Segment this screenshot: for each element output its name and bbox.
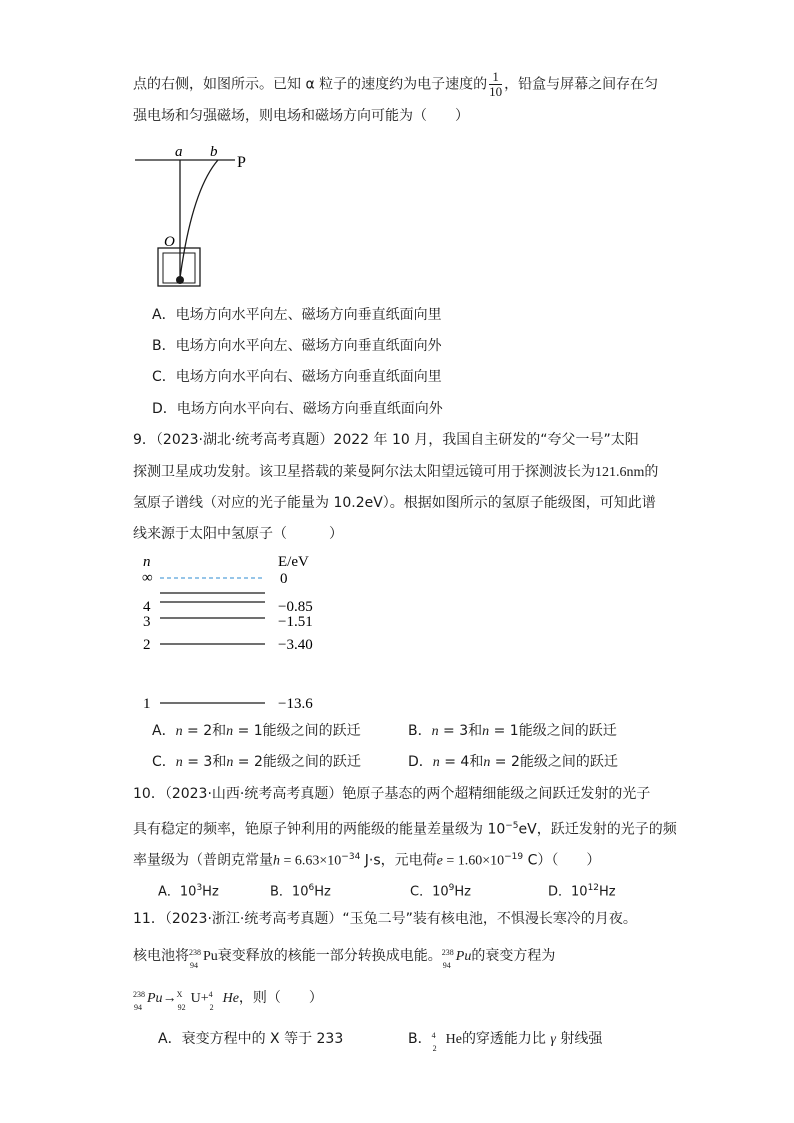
- level-n-2: 2: [143, 637, 151, 653]
- hydrogen-energy-level-diagram: [140, 550, 340, 715]
- q9-option-c: C．n = 3和n = 2能级之间的跃迁: [152, 754, 361, 770]
- label-a: a: [175, 144, 183, 160]
- q9-option-b: B．n = 3和n = 1能级之间的跃迁: [408, 723, 617, 739]
- eq-u-nuclide: X 92: [176, 990, 186, 1012]
- n-header: n: [143, 554, 151, 570]
- e-header: E/eV: [278, 554, 309, 570]
- label-O: O: [164, 234, 175, 250]
- q11-stem-line2: 核电池将 238 94 Pu衰变释放的核能一部分转换成电能。 238 94 Pu的衰变方程为: [133, 948, 556, 970]
- curved-track: [180, 160, 218, 278]
- q8-option-a: A．电场方向水平向左、磁场方向垂直纸面向里: [152, 307, 442, 323]
- q10-option-b: B．$10^6Hz$: [270, 883, 331, 900]
- level-e-2: −3.40: [278, 637, 313, 653]
- q9-stem-line3: 氢原子谱线（对应的光子能量为 10.2eV）。根据如图所示的氢原子能级图，可知此谱: [133, 495, 656, 511]
- q8-option-b: B．电场方向水平向左、磁场方向垂直纸面向外: [152, 338, 442, 354]
- level-e-1: −13.6: [278, 696, 313, 712]
- level-n-inf: ∞: [142, 570, 153, 586]
- label-P: P: [237, 154, 246, 171]
- q8-figure: [130, 140, 260, 290]
- q10-option-c: C．$10^9Hz$: [410, 883, 471, 900]
- q8-option-d: D．电场方向水平向右、磁场方向垂直纸面向外: [152, 401, 443, 417]
- q11-option-a: A．衰变方程中的 X 等于 233: [158, 1031, 344, 1047]
- q10-stem-line2: 具有稳定的频率，铯原子钟利用的两能级的能量差量级为 $10^{-5}eV$，跃迁发射的光子的频: [133, 821, 677, 838]
- q10-option-d: D．$10^{12}Hz$: [548, 883, 616, 900]
- level-e-4: −0.85: [278, 599, 313, 615]
- q10-stem-line1: 10．（2023·山西·统考高考真题）铯原子基态的两个超精细能级之间跃迁发射的光子: [133, 786, 651, 802]
- level-n-1: 1: [143, 696, 151, 712]
- pu-238-nuclide: 238 94: [189, 948, 201, 970]
- q9-option-d: D．n = 4和n = 2能级之间的跃迁: [408, 754, 618, 770]
- q11-stem-line1: 11．（2023·浙江·统考高考真题）“玉兔二号”装有核电池，不惧漫长寒冷的月夜。: [133, 911, 637, 927]
- level-n-4: 4: [143, 599, 151, 615]
- level-e-inf: 0: [280, 571, 288, 587]
- q10-stem-line3: 率量级为（普朗克常量$h = 6.63\times 10^{-34}$ J·s，元电荷$e = 1.60\times 10^{-19}$ C）（ ）: [133, 852, 601, 869]
- radiation-source: [176, 276, 184, 284]
- q9-stem-line2: 探测卫星成功发射。该卫星搭载的莱曼阿尔法太阳望远镜可用于探测波长为121.6nm的: [133, 464, 659, 480]
- q8-option-c: C．电场方向水平向右、磁场方向垂直纸面向里: [152, 369, 442, 385]
- q8-stem-line2: 强电场和匀强磁场，则电场和磁场方向可能为（ ）: [133, 108, 469, 124]
- eq-he-nuclide: 4 2: [208, 990, 214, 1012]
- optb-he-nuclide: 4 2: [431, 1031, 437, 1053]
- q9-stem-line4: 线来源于太阳中氢原子（ ）: [133, 526, 343, 542]
- eq-pu-nuclide: 238 94: [133, 990, 145, 1012]
- level-e-3: −1.51: [278, 614, 313, 630]
- q11-option-b: B． 4 2 He的穿透能力比 γ 射线强: [408, 1031, 603, 1053]
- pu-238-nuclide-2: 238 94: [441, 948, 454, 970]
- q9-option-a: A．n = 2和n = 1能级之间的跃迁: [152, 723, 361, 739]
- fraction-one-tenth: $\frac{1}{10}$: [489, 69, 503, 99]
- q8-stem-line1: 点的右侧，如图所示。已知 α 粒子的速度约为电子速度的 $\frac{1}{10}$ ，铅盒与屏幕之间存在匀: [133, 69, 659, 99]
- level-n-3: 3: [143, 614, 151, 630]
- q10-option-a: A．$10^3Hz$: [158, 883, 219, 900]
- q11-decay-equation: 238 94 Pu→ X 92 U+ 4 2 He，则（ ）: [133, 990, 323, 1012]
- label-b: b: [210, 144, 218, 160]
- q9-stem-line1: 9．（2023·湖北·统考高考真题）2022 年 10 月，我国自主研发的“夸父一号”太阳: [133, 432, 639, 448]
